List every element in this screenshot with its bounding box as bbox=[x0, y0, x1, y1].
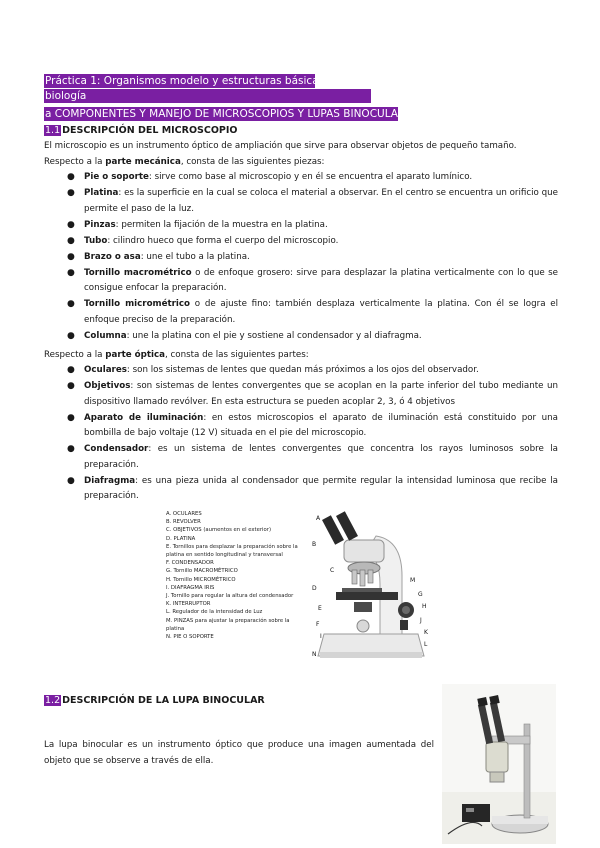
photo-callout-label: C bbox=[330, 567, 335, 574]
legend-entry: L. Regulador de la intensidad de Luz bbox=[166, 609, 263, 616]
practice-title-line-2: biología bbox=[44, 89, 371, 103]
legend-entry: D. PLATINA bbox=[166, 535, 196, 542]
optical-part-description: : son sistemas de lentes convergentes que se acoplan en la parte inferior del tubo mediante un dispositivo llamado revólver. En esta estructura se pueden acoplar 2, 3, ó 4 objetivos bbox=[84, 380, 558, 407]
legend-entry: A. OCULARES bbox=[166, 511, 202, 517]
mechanical-part-description: : une el tubo a la platina. bbox=[140, 251, 250, 262]
mechanical-part-term: Tornillo micrométrico bbox=[84, 299, 191, 310]
mechanical-part-description: : une la platina con el pie y sostiene al condensador y al diafragma. bbox=[126, 330, 422, 341]
microscope-intro: El microscopio es un instrumento óptico de ampliación que sirve para observar objetos de pequeño tamaño. bbox=[44, 141, 517, 151]
legend-entry: C. OBJETIVOS (aumentos en el exterior) bbox=[166, 527, 272, 534]
section-title: DESCRIPCIÓN DEL MICROSCOPIO bbox=[62, 125, 238, 136]
optical-part-term: Condensador bbox=[84, 444, 149, 455]
legend-entry: I. DIAFRAGMA IRIS bbox=[166, 584, 215, 591]
legend-entry: M. PINZAS para ajustar la preparación sobre la platina bbox=[166, 617, 290, 632]
bullet-icon: ● bbox=[67, 187, 75, 198]
optical-part-description: : es un sistema de lentes convergentes que concentra los rayos luminosos sobre la preparación. bbox=[84, 444, 558, 470]
legend-entry: G. Tornillo MACROMÉTRICO bbox=[166, 568, 238, 575]
bullet-icon: ● bbox=[67, 444, 75, 455]
mechanical-part-term: Tubo bbox=[84, 235, 108, 246]
mechanical-part-description: o de ajuste fino: también desplaza verticalmente la platina. Con él se logra el enfoque preciso de la preparación. bbox=[84, 299, 559, 325]
microscope-parts-legend bbox=[166, 510, 306, 641]
optical-part-term: Objetivos bbox=[84, 380, 131, 391]
section-title: DESCRIPCIÓN DE LA LUPA BINOCULAR bbox=[62, 695, 265, 706]
photo-callout-label: N bbox=[312, 651, 317, 658]
bullet-icon: ● bbox=[67, 219, 75, 230]
bullet-icon: ● bbox=[67, 267, 75, 278]
optical-part-term: Oculares bbox=[84, 365, 127, 375]
mechanical-part-item bbox=[66, 170, 558, 186]
optical-part-item bbox=[66, 474, 558, 505]
mechanical-part-term: Brazo o asa bbox=[84, 251, 141, 262]
optical-parts-list bbox=[66, 363, 558, 505]
mechanical-part-description: : es la superficie en la cual se coloca el material a observar. En el centro se encuentra un orificio que permite el paso de la luz. bbox=[84, 187, 558, 214]
legend-entry: F. CONDENSADOR bbox=[166, 560, 214, 567]
mechanical-part-term: Tornillo macrométrico bbox=[84, 267, 192, 278]
mechanical-part-item bbox=[66, 250, 558, 266]
mechanical-parts-list bbox=[66, 170, 558, 345]
practice-title-line-1: Práctica 1: Organismos modelo y estructuras básicas en bbox=[45, 75, 341, 87]
photo-callout-label: K bbox=[424, 629, 428, 636]
section-number: 1.2 bbox=[45, 695, 61, 706]
bullet-icon: ● bbox=[67, 330, 75, 341]
section-number: 1.1 bbox=[45, 125, 61, 136]
optical-part-term: Diafragma bbox=[84, 475, 136, 486]
photo-callout-label: B bbox=[312, 541, 317, 548]
photo-callout-label: L bbox=[424, 641, 428, 648]
section-heading-microscope bbox=[44, 124, 238, 137]
photo-callout-label: D bbox=[312, 585, 317, 592]
legend-entry: K. INTERRUPTOR bbox=[166, 601, 211, 608]
mechanical-part-term: Pie o soporte bbox=[84, 172, 149, 182]
binocular-description: La lupa binocular es un instrumento óptico que produce una imagen aumentada del objeto que se observe a través de ella. bbox=[44, 740, 434, 766]
mechanical-part-item bbox=[66, 234, 558, 250]
practice-subtitle: a COMPONENTES Y MANEJO DE MICROSCOPIOS Y LUPAS BINOCULARES bbox=[45, 108, 419, 120]
mechanical-part-term: Pinzas bbox=[84, 219, 116, 230]
optical-part-item bbox=[66, 442, 558, 473]
optical-part-item bbox=[66, 363, 558, 379]
bullet-icon: ● bbox=[67, 235, 75, 246]
mechanical-part-description: o de enfoque grosero: sirve para desplazar la platina verticalmente con lo que se consigue enfocar la preparación. bbox=[84, 267, 558, 294]
legend-entry: J. Tornillo para regular la altura del condensador bbox=[166, 593, 294, 600]
photo-callout-label: F bbox=[316, 621, 320, 628]
legend-entry: N. PIE O SOPORTE bbox=[166, 634, 214, 641]
microscope-photo bbox=[306, 506, 440, 666]
photo-callout-label: G bbox=[418, 591, 423, 598]
bullet-icon: ● bbox=[67, 251, 75, 262]
optical-part-item bbox=[66, 411, 558, 442]
legend-entry: E. Tornillos para desplazar la preparación sobre la platina en sentido longitudinal y transversal bbox=[166, 543, 298, 559]
mechanical-part-term: Columna bbox=[84, 330, 127, 341]
legend-entry: H. Tornillo MICROMÉTRICO bbox=[166, 576, 236, 583]
mechanical-part-item bbox=[66, 186, 558, 217]
photo-callout-label: H bbox=[422, 603, 427, 610]
optical-part-description: : son los sistemas de lentes que quedan más próximos a los ojos del observador. bbox=[126, 365, 479, 375]
legend-entry: B. REVOLVER bbox=[166, 519, 201, 526]
photo-callout-label: A bbox=[316, 515, 321, 522]
optical-part-description: : es una pieza unida al condensador que permite regular la intensidad luminosa que recibe la preparación. bbox=[84, 475, 558, 502]
bullet-icon: ● bbox=[67, 412, 75, 423]
optical-part-item bbox=[66, 379, 558, 410]
mechanical-part-item bbox=[66, 297, 558, 328]
photo-callout-label: I bbox=[320, 633, 322, 640]
optical-part-description: : en estos microscopios el aparato de iluminación está constituido por una bombilla de bajo voltaje (12 V) situada en el pie del microscopio. bbox=[84, 412, 558, 439]
bullet-icon: ● bbox=[67, 380, 75, 391]
mechanical-part-description: : permiten la fijación de la muestra en la platina. bbox=[115, 219, 328, 230]
binocular-loupe-photo bbox=[442, 684, 556, 844]
mechanical-part-intro: Respecto a la parte mecánica, consta de las siguientes piezas: bbox=[44, 157, 325, 167]
mechanical-part-description: : cilindro hueco que forma el cuerpo del microscopio. bbox=[107, 235, 339, 246]
bullet-icon: ● bbox=[67, 172, 75, 182]
optical-part-intro: Respecto a la parte óptica, consta de las siguientes partes: bbox=[44, 350, 309, 360]
mechanical-part-term: Platina bbox=[84, 187, 119, 198]
mechanical-part-item bbox=[66, 329, 558, 345]
photo-callout-label: M bbox=[410, 577, 416, 584]
mechanical-part-item bbox=[66, 218, 558, 234]
mechanical-part-description: : sirve como base al microscopio y en él se encuentra el aparato lumínico. bbox=[148, 172, 473, 182]
bullet-icon: ● bbox=[67, 475, 75, 486]
optical-part-term: Aparato de iluminación bbox=[84, 412, 204, 423]
section-heading-binocular bbox=[44, 694, 265, 707]
mechanical-part-item bbox=[66, 266, 558, 297]
photo-callout-label: J bbox=[420, 617, 422, 624]
bullet-icon: ● bbox=[67, 365, 75, 375]
bullet-icon: ● bbox=[67, 299, 75, 310]
photo-callout-label: E bbox=[318, 605, 322, 612]
